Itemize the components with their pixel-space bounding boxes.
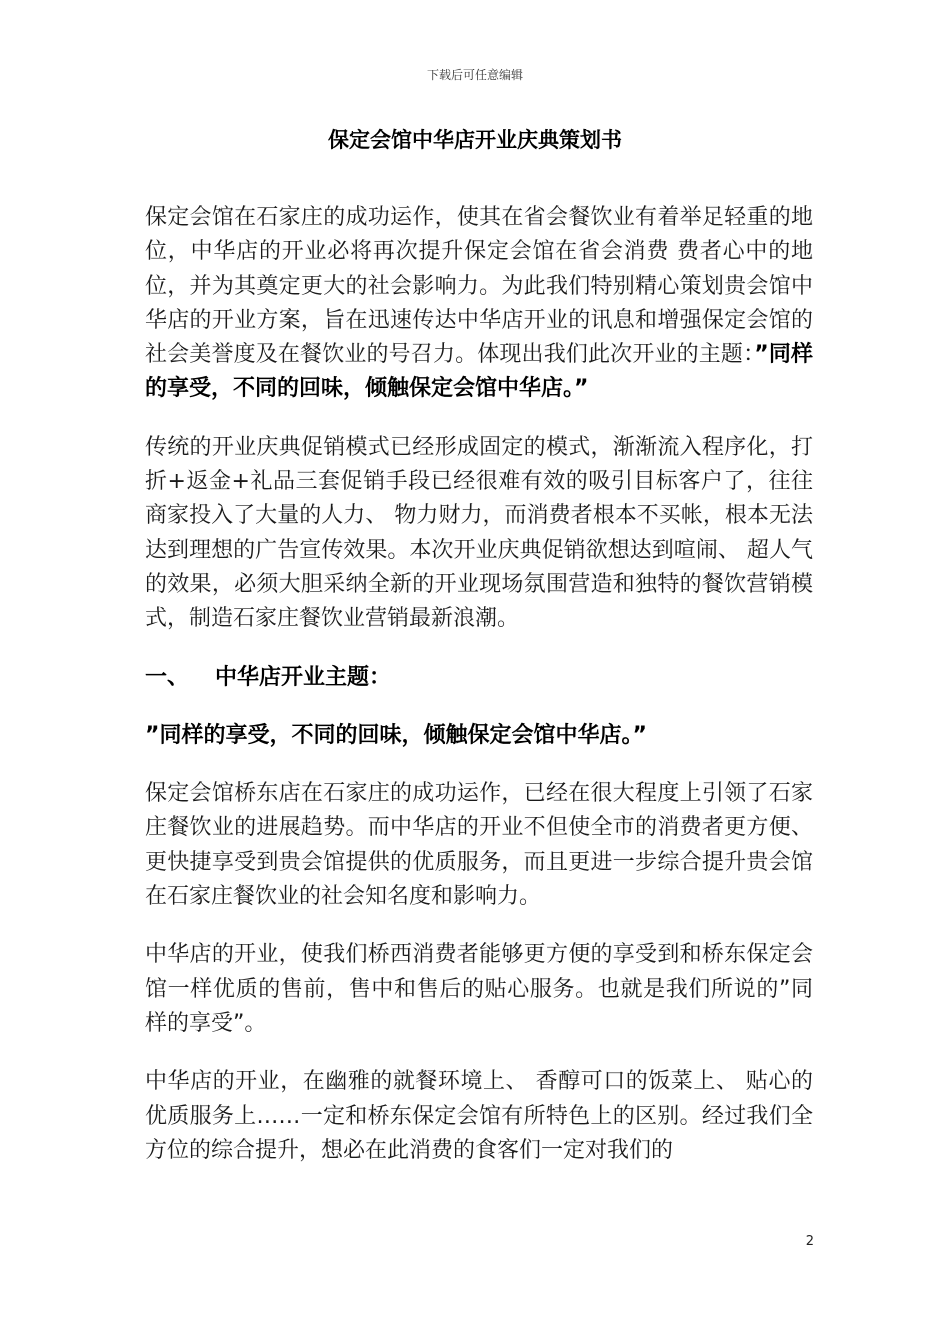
same-enjoyment-paragraph: 中华店的开业，使我们桥西消费者能够更方便的享受到和桥东保定会馆一样优质的售前，售中和售后的贴心服务。也就是我们所说的”同样的享受”。 — [145, 942, 813, 1036]
page-number: 2 — [805, 1234, 814, 1249]
header-note: 下载后可任意编辑 — [426, 68, 523, 82]
intro-theme-quote: ”同样的享受，不同的回味，倾触保定会馆中华店。” — [145, 342, 813, 402]
promotion-paragraph: 传统的开业庆典促销模式已经形成固定的模式，渐渐流入程序化，打折+返金+礼品三套促销手段已经很难有效的吸引目标客户了，往往商家投入了大量的人力、 物力财力，而消费者根本不买帐，根本无法达到理想的广告宣传效果。本次开业庆典促销欲想达到喧闹、 超人气的效果，必须大胆采纳全新的开业现场氛围营造和独特的餐饮营销模式，制造石家庄餐饮业营销最新浪潮。 — [145, 434, 813, 632]
intro-paragraph — [145, 201, 813, 407]
qiaodong-paragraph: 保定会馆桥东店在石家庄的成功运作，已经在很大程度上引领了石家庄餐饮业的进展趋势。而中华店的开业不但使全市的消费者更方便、 更快捷享受到贵会馆提供的优质服务，而且更进一步综合提升贵会馆在石家庄餐饮业的社会知名度和影响力。 — [145, 781, 813, 910]
section-number: 一、 — [145, 664, 190, 690]
document-title: 保定会馆中华店开业庆典策划书 — [328, 128, 622, 152]
section-heading — [145, 661, 813, 695]
different-taste-paragraph: 中华店的开业，在幽雅的就餐环境上、 香醇可口的饭菜上、 贴心的优质服务上……一定和桥东保定会馆有所特色上的区别。经过我们全方位的综合提升，想必在此消费的食客们一定对我们的 — [145, 1069, 813, 1163]
document-body — [145, 201, 813, 1192]
section-heading-text: 中华店开业主题： — [215, 664, 392, 690]
theme-quote: ”同样的享受，不同的回味，倾触保定会馆中华店。” — [145, 722, 647, 748]
intro-text: 保定会馆在石家庄的成功运作，使其在省会餐饮业有着举足轻重的地位，中华店的开业必将再次提升保定会馆在省会消费 费者心中的地位，并为其奠定更大的社会影响力。为此我们特别精心策划贵会馆中华店的开业方案，旨在迅速传达中华店开业的讯息和增强保定会馆的社会美誉度及在餐饮业的号召力。体现出我们此次开业的主题： — [145, 205, 813, 368]
